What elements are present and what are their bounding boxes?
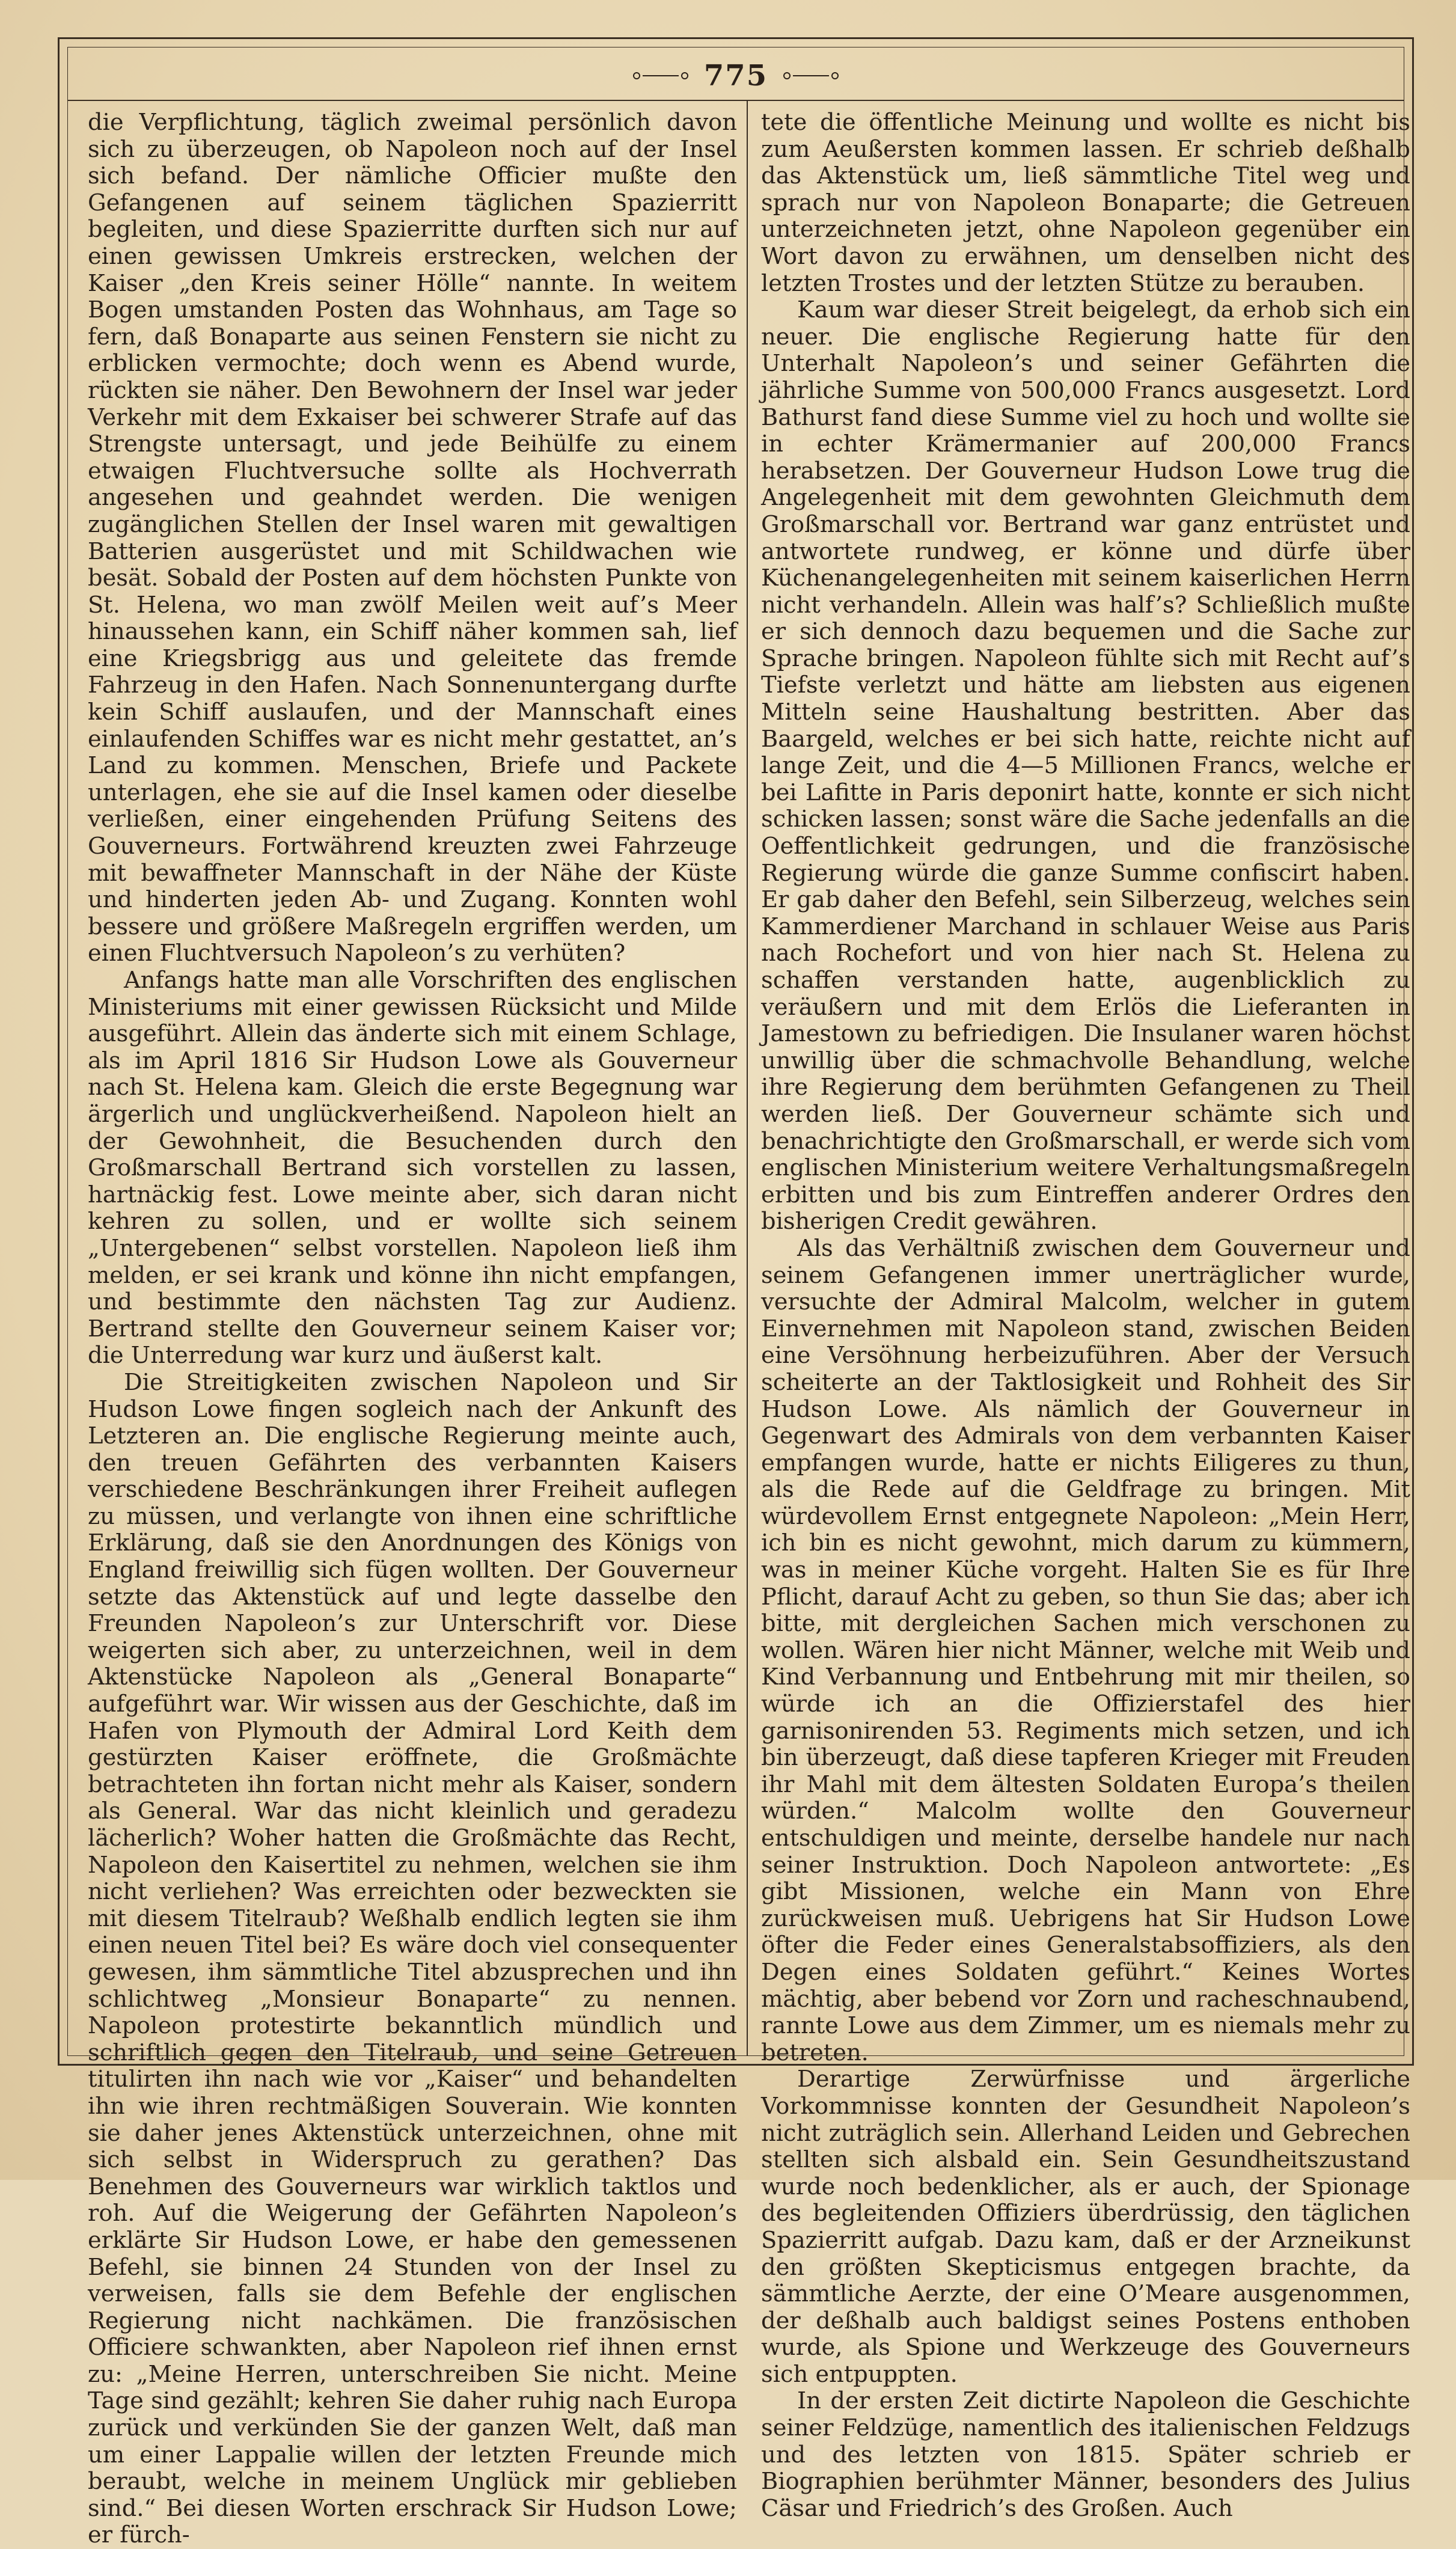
left-column <box>88 109 737 2549</box>
paragraph: die Verpflichtung, täglich zweimal persönlich davon sich zu überzeugen, ob Napoleon noch auf der Insel sich befand. Der nämliche Officier mußte den Gefangenen auf seinem täglichen Spazierritt begleiten, und diese Spazierritte durften sich nur auf einen gewissen Umkreis erstrecken, welchen der Kaiser „den Kreis seiner Hölle“ nannte. In weitem Bogen umstanden Posten das Wohnhaus, am Tage so fern, daß Bonaparte aus seinen Fenstern sie nicht zu erblicken vermochte; doch wenn es Abend wurde, rückten sie näher. Den Bewohnern der Insel war jeder Verkehr mit dem Exkaiser bei schwerer Strafe auf das Strengste untersagt, und jede Beihülfe zu einem etwaigen Fluchtversuche sollte als Hochverrath angesehen und geahndet werden. Die wenigen zugänglichen Stellen der Insel waren mit gewaltigen Batterien ausgerüstet und mit Schildwachen wie besät. Sobald der Posten auf dem höchsten Punkte von St. Helena, wo man zwölf Meilen weit auf’s Meer hinaussehen kann, ein Schiff näher kommen sah, lief eine Kriegsbrigg aus und geleitete das fremde Fahrzeug in den Hafen. Nach Sonnenuntergang durfte kein Schiff auslaufen, und der Mannschaft eines einlaufenden Schiffes war es nicht mehr gestattet, an’s Land zu kommen. Menschen, Briefe und Packete unterlagen, ehe sie auf die Insel kamen oder dieselbe verließen, einer eingehenden Prüfung Seitens des Gouverneurs. Fortwährend kreuzten zwei Fahrzeuge mit bewaffneter Mannschaft in der Nähe der Küste und hinderten jeden Ab- und Zugang. Konnten wohl bessere und größere Maßregeln ergriffen werden, um einen Fluchtversuch Napoleon’s zu verhüten? <box>88 109 737 967</box>
ornament-left-icon <box>633 72 688 79</box>
paragraph: Als das Verhältniß zwischen dem Gouverneur und seinem Gefangenen immer unerträglicher wurde, versuchte der Admiral Malcolm, welcher in gutem Einvernehmen mit Napoleon stand, zwischen Beiden eine Versöhnung herbeizuführen. Aber der Versuch scheiterte an der Taktlosigkeit und Rohheit des Sir Hudson Lowe. Als nämlich der Gouverneur in Gegenwart des Admirals von dem verbannten Kaiser empfangen wurde, hatte er nichts Eiligeres zu thun, als die Rede auf die Geldfrage zu bringen. Mit würdevollem Ernst entgegnete Napoleon: „Mein Herr, ich bin es nicht gewohnt, mich darum zu kümmern, was in meiner Küche vorgeht. Halten Sie es für Ihre Pflicht, darauf Acht zu geben, so thun Sie das; aber ich bitte, mit dergleichen Sachen mich verschonen zu wollen. Wären hier nicht Männer, welche mit Weib und Kind Verbannung und Entbehrung mit mir theilen, so würde ich an die Offizierstafel des hier garnisonirenden 53. Regiments mich setzen, und ich bin überzeugt, daß diese tapferen Krieger mit Freuden ihr Mahl mit dem ältesten Soldaten Europa’s theilen würden.“ Malcolm wollte den Gouverneur entschuldigen und meinte, derselbe handele nur nach seiner Instruktion. Doch Napoleon antwortete: „Es gibt Missionen, welche ein Mann von Ehre zurückweisen muß. Uebrigens hat Sir Hudson Lowe öfter die Feder eines Generalstabsoffiziers, als den Degen eines Soldaten geführt.“ Keines Wortes mächtig, aber bebend vor Zorn und racheschnaubend, rannte Lowe aus dem Zimmer, um es niemals mehr zu betreten. <box>761 1234 1410 2066</box>
page-number: 775 <box>703 59 768 93</box>
header-rule <box>67 100 1404 101</box>
column-divider <box>747 101 748 2056</box>
ornament-right-icon <box>783 72 839 79</box>
paragraph: tete die öffentliche Meinung und wollte es nicht bis zum Aeußersten kommen lassen. Er schrieb deßhalb das Aktenstück um, ließ sämmtliche Titel weg und sprach nur von Napoleon Bonaparte; die Getreuen unterzeichneten jetzt, ohne Napoleon gegenüber ein Wort davon zu erwähnen, um denselben nicht des letzten Trostes und der letzten Stütze zu berauben. <box>761 109 1410 297</box>
right-column <box>761 109 1410 2522</box>
paragraph: Die Streitigkeiten zwischen Napoleon und Sir Hudson Lowe fingen sogleich nach der Ankunft des Letzteren an. Die englische Regierung meinte auch, den treuen Gefährten des verbannten Kaisers verschiedene Beschränkungen ihrer Freiheit auflegen zu müssen, und verlangte von ihnen eine schriftliche Erklärung, daß sie den Anordnungen des Königs von England freiwillig sich fügen wollten. Der Gouverneur setzte das Aktenstück auf und legte dasselbe den Freunden Napoleon’s zur Unterschrift vor. Diese weigerten sich aber, zu unterzeichnen, weil in dem Aktenstücke Napoleon als „General Bonaparte“ aufgeführt war. Wir wissen aus der Geschichte, daß im Hafen von Plymouth der Admiral Lord Keith dem gestürzten Kaiser eröffnete, die Großmächte betrachteten ihn fortan nicht mehr als Kaiser, sondern als General. War das nicht kleinlich und geradezu lächerlich? Woher hatten die Großmächte das Recht, Napoleon den Kaisertitel zu nehmen, welchen sie ihm nicht verliehen? Was erreichten oder bezweckten sie mit diesem Titelraub? Weßhalb endlich legten sie ihm einen neuen Titel bei? Es wäre doch viel consequenter gewesen, ihm sämmtliche Titel abzusprechen und ihn schlichtweg „Monsieur Bonaparte“ zu nennen. Napoleon protestirte bekanntlich mündlich und schriftlich gegen den Titelraub, und seine Getreuen titulirten ihn nach wie vor „Kaiser“ und behandelten ihn wie ihren rechtmäßigen Souverain. Wie konnten sie daher jenes Aktenstück unterzeichnen, ohne mit sich selbst in Widerspruch zu gerathen? Das Benehmen des Gouverneurs war wirklich taktlos und roh. Auf die Weigerung der Gefährten Napoleon’s erklärte Sir Hudson Lowe, er habe den gemessenen Befehl, sie binnen 24 Stunden von der Insel zu verweisen, falls sie dem Befehle der englischen Regierung nicht nachkämen. Die französischen Officiere schwankten, aber Napoleon rief ihnen ernst zu: „Meine Herren, unterschreiben Sie nicht. Meine Tage sind gezählt; kehren Sie daher ruhig nach Europa zurück und verkünden Sie der ganzen Welt, daß man um einer Lappalie willen der letzten Freunde mich beraubt, welche in meinem Unglück mir geblieben sind.“ Bei diesen Worten erschrack Sir Hudson Lowe; er fürch- <box>88 1368 737 2549</box>
paragraph: In der ersten Zeit dictirte Napoleon die Geschichte seiner Feldzüge, namentlich des italienischen Feldzugs und des letzten von 1815. Später schrieb er Biographien berühmter Männer, besonders des Julius Cäsar und Friedrich’s des Großen. Auch <box>761 2387 1410 2522</box>
paragraph: Derartige Zerwürfnisse und ärgerliche Vorkommnisse konnten der Gesundheit Napoleon’s nicht zuträglich sein. Allerhand Leiden und Gebrechen stellten sich alsbald ein. Sein Gesundheitszustand wurde noch bedenklicher, als er auch, der Spionage des begleitenden Offiziers überdrüssig, den täglichen Spazierritt aufgab. Dazu kam, daß er der Arzneikunst den größten Skepticismus entgegen brachte, da sämmtliche Aerzte, der eine O’Meare ausgenommen, der deßhalb auch baldigst seines Postens enthoben wurde, als Spione und Werkzeuge des Gouverneurs sich entpuppten. <box>761 2066 1410 2388</box>
page-header <box>67 52 1404 100</box>
paragraph: Anfangs hatte man alle Vorschriften des englischen Ministeriums mit einer gewissen Rücksicht und Milde ausgeführt. Allein das änderte sich mit einem Schlage, als im April 1816 Sir Hudson Lowe als Gouverneur nach St. Helena kam. Gleich die erste Begegnung war ärgerlich und unglückverheißend. Napoleon hielt an der Gewohnheit, die Besuchenden durch den Großmarschall Bertrand sich vorstellen zu lassen, hartnäckig fest. Lowe meinte aber, sich daran nicht kehren zu sollen, und er wollte sich seinem „Untergebenen“ selbst vorstellen. Napoleon ließ ihm melden, er sei krank und könne ihn nicht empfangen, und bestimmte den nächsten Tag zur Audienz. Bertrand stellte den Gouverneur seinem Kaiser vor; die Unterredung war kurz und äußerst kalt. <box>88 967 737 1369</box>
paragraph: Kaum war dieser Streit beigelegt, da erhob sich ein neuer. Die englische Regierung hatte für den Unterhalt Napoleon’s und seiner Gefährten die jährliche Summe von 500,000 Francs ausgesetzt. Lord Bathurst fand diese Summe viel zu hoch und wollte sie in echter Krämermanier auf 200,000 Francs herabsetzen. Der Gouverneur Hudson Lowe trug die Angelegenheit mit dem gewohnten Gleichmuth dem Großmarschall vor. Bertrand war ganz entrüstet und antwortete rundweg, er könne und dürfe über Küchenangelegenheiten mit seinem kaiserlichen Herrn nicht verhandeln. Allein was half’s? Schließlich mußte er sich dennoch dazu bequemen und die Sache zur Sprache bringen. Napoleon fühlte sich mit Recht auf’s Tiefste verletzt und hätte am liebsten aus eigenen Mitteln seine Haushaltung bestritten. Aber das Baargeld, welches er bei sich hatte, reichte nicht auf lange Zeit, und die 4—5 Millionen Francs, welche er bei Lafitte in Paris deponirt hatte, konnte er sich nicht schicken lassen; sonst wäre die Sache jedenfalls an die Oeffentlichkeit gedrungen, und die französische Regierung würde die ganze Summe confiscirt haben. Er gab daher den Befehl, sein Silberzeug, welches sein Kammerdiener Marchand in schlauer Weise aus Paris nach Rochefort und von hier nach St. Helena zu schaffen verstanden hatte, augenblicklich zu veräußern und mit dem Erlös die Lieferanten in Jamestown zu befriedigen. Die Insulaner waren höchst unwillig über die schmachvolle Behandlung, welche ihre Regierung dem berühmten Gefangenen zu Theil werden ließ. Der Gouverneur schämte sich und benachrichtigte den Großmarschall, er werde sich vom englischen Ministerium weitere Verhaltungsmaßregeln erbitten und bis zum Eintreffen anderer Ordres den bisherigen Credit gewähren. <box>761 296 1410 1235</box>
